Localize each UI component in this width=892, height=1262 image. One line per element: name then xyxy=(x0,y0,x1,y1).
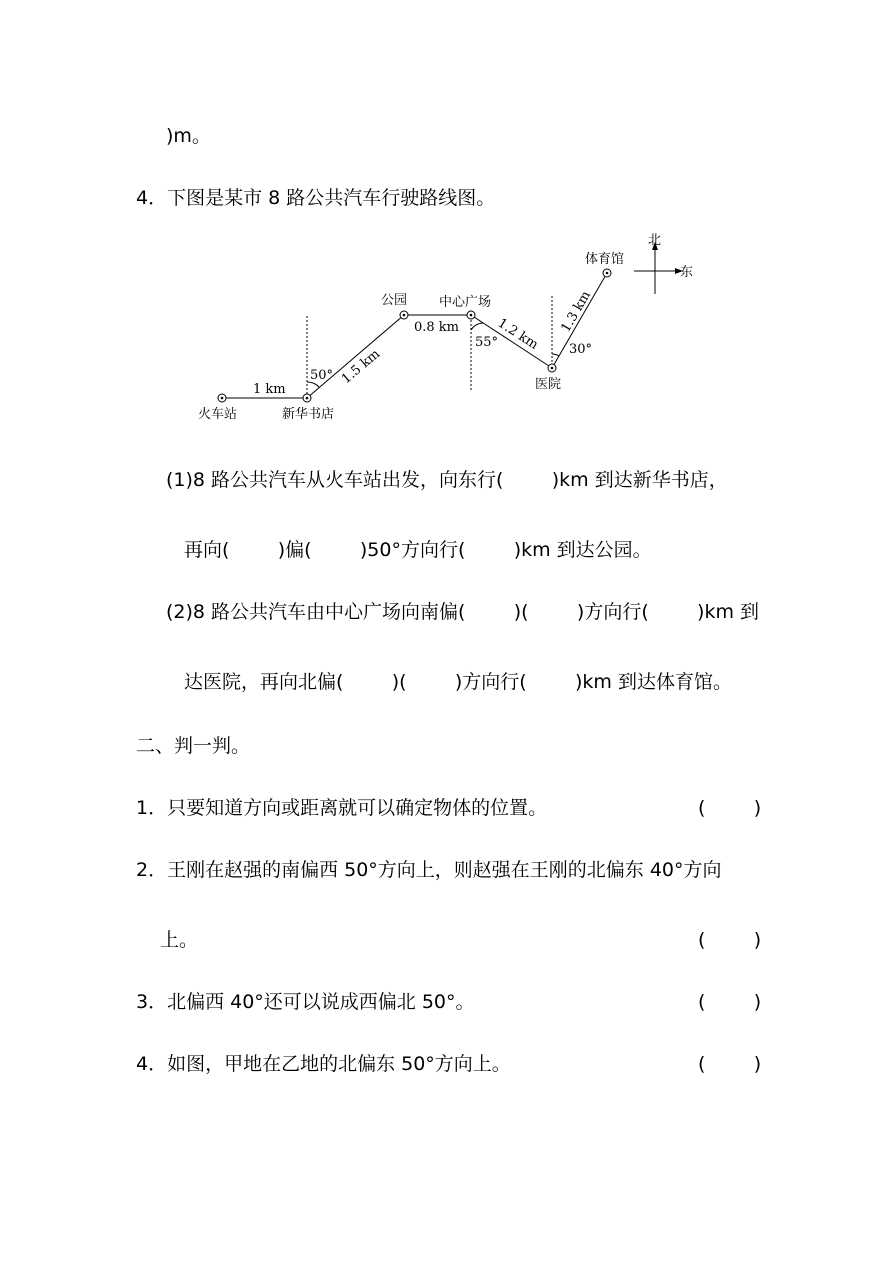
east-label: 东 xyxy=(680,265,694,280)
place-hospital-label: 医院 xyxy=(535,377,562,392)
angle-label-plaza: 55° xyxy=(475,335,499,350)
north-label: 北 xyxy=(648,233,662,248)
sub-question-2-line-2: 达医院，再向北偏( )( )方向行( )km 到达体育馆。 xyxy=(184,671,732,693)
question-4-text: 4．下图是某市 8 路公共汽车行驶路线图。 xyxy=(136,187,496,209)
place-bookstore-label: 新华书店 xyxy=(282,407,335,422)
angle-label-bookstore: 50° xyxy=(310,368,334,383)
angle-label-hospital: 30° xyxy=(569,342,593,357)
place-stadium-label: 体育馆 xyxy=(585,252,625,267)
angle-arc-plaza xyxy=(471,323,483,330)
distance-plaza-hospital: 1.2 km xyxy=(494,315,541,353)
judge-item-4-answer-blank: ( ) xyxy=(698,1053,762,1075)
place-plaza-label: 中心广场 xyxy=(439,295,492,310)
judge-item-3-text: 3．北偏西 40°还可以说成西偏北 50°。 xyxy=(136,991,475,1013)
place-park-label: 公园 xyxy=(381,293,408,308)
section-2-heading: 二、判一判。 xyxy=(136,735,251,757)
judge-item-2-answer-blank: ( ) xyxy=(698,929,762,951)
judge-item-1-answer-blank: ( ) xyxy=(698,797,762,819)
judge-item-1-text: 1．只要知道方向或距离就可以确定物体的位置。 xyxy=(136,797,548,819)
route-segment-bookstore-park xyxy=(307,315,404,398)
previous-question-fragment: )m。 xyxy=(166,125,211,147)
distance-bookstore-park: 1.5 km xyxy=(338,346,384,388)
sub-question-1-line-1: (1)8 路公共汽车从火车站出发，向东行( )km 到达新华书店， xyxy=(166,469,728,491)
distance-station-bookstore: 1 km xyxy=(253,382,286,397)
sub-question-1-line-2: 再向( )偏( )50°方向行( )km 到达公园。 xyxy=(184,539,652,561)
angle-arc-hospital xyxy=(552,354,559,356)
distance-hospital-stadium: 1.3 km xyxy=(558,288,594,335)
judge-item-4-text: 4．如图，甲地在乙地的北偏东 50°方向上。 xyxy=(136,1053,511,1075)
bus-route-diagram xyxy=(0,220,892,480)
judge-item-3-answer-blank: ( ) xyxy=(698,991,762,1013)
judge-item-2-continuation: 上。 xyxy=(160,929,199,951)
place-station-label: 火车站 xyxy=(198,407,238,422)
judge-item-2-text: 2．王刚在赵强的南偏西 50°方向上，则赵强在王刚的北偏东 40°方向 xyxy=(136,859,722,881)
distance-park-plaza: 0.8 km xyxy=(414,320,460,335)
sub-question-2-line-1: (2)8 路公共汽车由中心广场向南偏( )( )方向行( )km 到 xyxy=(166,601,760,623)
